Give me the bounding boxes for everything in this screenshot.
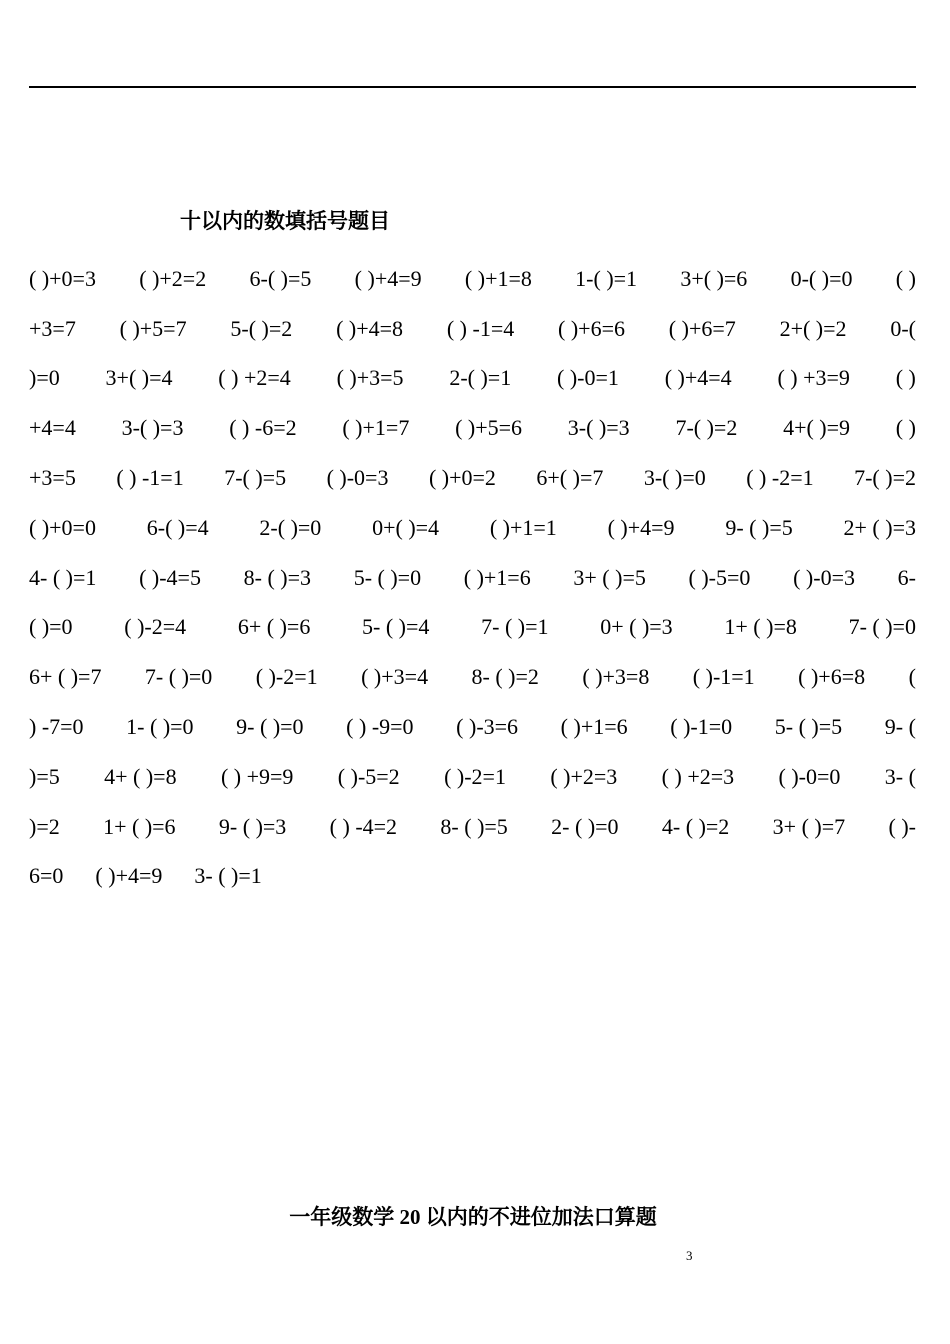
problem-item: ( )+1=1 bbox=[489, 514, 557, 540]
problem-item: 3+ ( )=5 bbox=[573, 564, 646, 590]
problem-item: ( ) -1=1 bbox=[116, 465, 184, 491]
problem-line bbox=[29, 652, 916, 702]
page-number: 3 bbox=[686, 1248, 693, 1263]
problem-item: 8- ( )=3 bbox=[243, 564, 312, 590]
problem-item: ( ) +2=4 bbox=[218, 365, 291, 391]
problem-item: ) -7=0 bbox=[29, 714, 84, 740]
problem-item: 0+( )=4 bbox=[372, 514, 440, 540]
problem-item: ( )+2=3 bbox=[550, 763, 618, 789]
problem-item: +3=7 bbox=[29, 315, 76, 341]
problem-line bbox=[29, 254, 916, 304]
problem-item: 8- ( )=5 bbox=[440, 813, 508, 839]
problem-block bbox=[29, 254, 916, 901]
problem-item: ( )-1=0 bbox=[670, 714, 733, 740]
problem-item: ( )+1=6 bbox=[560, 714, 628, 740]
problem-item: 1- ( )=0 bbox=[126, 714, 194, 740]
problem-item: )=5 bbox=[29, 763, 60, 789]
problem-item: 4- ( )=2 bbox=[661, 813, 730, 839]
problem-item: ( )+0=3 bbox=[29, 265, 96, 291]
problem-item: ( ) +2=3 bbox=[661, 763, 735, 789]
problem-item: ( )+3=8 bbox=[582, 664, 650, 690]
problem-item: ( )-3=6 bbox=[456, 714, 519, 740]
problem-item: ( )-1=1 bbox=[692, 664, 755, 690]
problem-item: ( ) -9=0 bbox=[346, 714, 414, 740]
problem-line bbox=[29, 403, 916, 453]
problem-item: ( )=0 bbox=[29, 614, 73, 640]
problem-item: ( )+5=7 bbox=[119, 315, 187, 341]
problem-item: ( )+4=9 bbox=[354, 265, 422, 291]
problem-item: 5- ( )=0 bbox=[353, 564, 422, 590]
problem-item: 6-( )=4 bbox=[146, 514, 209, 540]
problem-item: ( )+5=6 bbox=[455, 415, 523, 441]
problem-item: 9- ( )=5 bbox=[725, 514, 793, 540]
problem-item: ( )+0=0 bbox=[29, 514, 96, 540]
problem-item: ( )+1=7 bbox=[342, 415, 410, 441]
problem-item: 1+ ( )=8 bbox=[724, 614, 797, 640]
problem-item: ( )+4=8 bbox=[336, 315, 404, 341]
problem-line bbox=[29, 453, 916, 503]
problem-item: 7- ( )=0 bbox=[848, 614, 916, 640]
problem-item: ( )+1=8 bbox=[464, 265, 532, 291]
problem-item: ( )-5=0 bbox=[688, 564, 751, 590]
problem-item: 3- ( bbox=[884, 763, 916, 789]
problem-item: 3-( )=3 bbox=[121, 415, 184, 441]
problem-item: 2-( )=0 bbox=[259, 514, 322, 540]
problem-item: 6-( )=5 bbox=[249, 265, 312, 291]
problem-item: 0-( bbox=[890, 315, 916, 341]
problem-item: 3- ( )=1 bbox=[194, 863, 262, 889]
problem-item: 6+ ( )=7 bbox=[29, 664, 102, 690]
problem-item: ( )-0=3 bbox=[326, 465, 389, 491]
problem-item: ( )-2=1 bbox=[255, 664, 318, 690]
problem-item: 3-( )=3 bbox=[567, 415, 630, 441]
problem-item: 7-( )=2 bbox=[675, 415, 738, 441]
problem-item: )=2 bbox=[29, 813, 60, 839]
problem-item: ( )-4=5 bbox=[139, 564, 201, 590]
problem-item: 7- ( )=0 bbox=[144, 664, 213, 690]
problem-item: +3=5 bbox=[29, 465, 76, 491]
problem-item: )=0 bbox=[29, 365, 60, 391]
problem-item: ( )-0=0 bbox=[778, 763, 841, 789]
problem-line bbox=[29, 802, 916, 852]
problem-item: 3+( )=4 bbox=[105, 365, 173, 391]
problem-item: ( )-2=4 bbox=[124, 614, 187, 640]
problem-item: 4+ ( )=8 bbox=[104, 763, 177, 789]
problem-item: ( )+4=9 bbox=[95, 863, 163, 889]
problem-item: ( ) +3=9 bbox=[777, 365, 850, 391]
problem-item: 5- ( )=4 bbox=[362, 614, 430, 640]
problem-item: 3+ ( )=7 bbox=[772, 813, 846, 839]
problem-item: 2- ( )=0 bbox=[551, 813, 619, 839]
problem-item: 2+ ( )=3 bbox=[843, 514, 916, 540]
problem-line bbox=[29, 702, 916, 752]
problem-item: ( )-0=3 bbox=[793, 564, 855, 590]
problem-line bbox=[29, 752, 916, 802]
problem-item: ( )+1=6 bbox=[463, 564, 531, 590]
problem-item: ( ) +9=9 bbox=[220, 763, 294, 789]
problem-item: 4- ( )=1 bbox=[29, 564, 97, 590]
problem-item: ( ) bbox=[895, 415, 916, 441]
problem-item: ( ) -1=4 bbox=[446, 315, 515, 341]
problem-item: ( bbox=[908, 664, 916, 690]
problem-item: 7-( )=5 bbox=[224, 465, 287, 491]
problem-item: 1-( )=1 bbox=[575, 265, 638, 291]
problem-item: 0+ ( )=3 bbox=[600, 614, 673, 640]
problem-item: ( )+3=5 bbox=[336, 365, 404, 391]
section-title-addition: 一年级数学 20 以内的不进位加法口算题 bbox=[289, 1205, 657, 1229]
problem-item: 3+( )=6 bbox=[680, 265, 748, 291]
section-title-fill-brackets: 十以内的数填括号题目 bbox=[180, 209, 390, 233]
problem-item: +4=4 bbox=[29, 415, 76, 441]
problem-item: ( )+4=4 bbox=[664, 365, 732, 391]
problem-line bbox=[29, 304, 916, 354]
problem-item: ( )+6=6 bbox=[558, 315, 625, 341]
problem-item: 6+( )=7 bbox=[536, 465, 604, 491]
problem-item: 7- ( )=1 bbox=[481, 614, 549, 640]
problem-item: 6- bbox=[897, 564, 916, 590]
problem-item: ( ) bbox=[895, 265, 916, 291]
header-rule bbox=[29, 86, 916, 88]
problem-line bbox=[29, 852, 916, 902]
problem-item: ( )+2=2 bbox=[139, 265, 207, 291]
problem-item: ( )+3=4 bbox=[361, 664, 429, 690]
problem-item: ( ) bbox=[895, 365, 916, 391]
problem-item: 2-( )=1 bbox=[449, 365, 512, 391]
problem-item: ( )+4=9 bbox=[607, 514, 675, 540]
problem-item: 5- ( )=5 bbox=[774, 714, 843, 740]
problem-item: 9- ( )=0 bbox=[236, 714, 304, 740]
problem-item: ( )+0=2 bbox=[428, 465, 496, 491]
problem-item: 5-( )=2 bbox=[230, 315, 293, 341]
problem-item: 6+ ( )=6 bbox=[237, 614, 311, 640]
problem-item: ( )+6=7 bbox=[668, 315, 736, 341]
problem-line bbox=[29, 354, 916, 404]
problem-line bbox=[29, 553, 916, 603]
problem-item: 3-( )=0 bbox=[643, 465, 706, 491]
problem-item: 4+( )=9 bbox=[783, 415, 851, 441]
problem-item: ( ) -4=2 bbox=[329, 813, 398, 839]
problem-item: ( )+6=8 bbox=[798, 664, 866, 690]
problem-item: 6=0 bbox=[29, 863, 64, 889]
problem-item: ( )- bbox=[888, 813, 916, 839]
problem-item: 0-( )=0 bbox=[790, 265, 853, 291]
problem-line bbox=[29, 603, 916, 653]
problem-item: 1+ ( )=6 bbox=[103, 813, 176, 839]
problem-item: ( ) -2=1 bbox=[746, 465, 814, 491]
problem-item: 9- ( bbox=[884, 714, 916, 740]
problem-item: ( ) -6=2 bbox=[229, 415, 297, 441]
problem-item: 8- ( )=2 bbox=[471, 664, 539, 690]
problem-item: ( )-2=1 bbox=[444, 763, 506, 789]
problem-item: 2+( )=2 bbox=[779, 315, 847, 341]
problem-line bbox=[29, 503, 916, 553]
problem-item: ( )-5=2 bbox=[337, 763, 400, 789]
problem-item: 7-( )=2 bbox=[854, 465, 916, 491]
problem-item: ( )-0=1 bbox=[557, 365, 619, 391]
problem-item: 9- ( )=3 bbox=[218, 813, 287, 839]
